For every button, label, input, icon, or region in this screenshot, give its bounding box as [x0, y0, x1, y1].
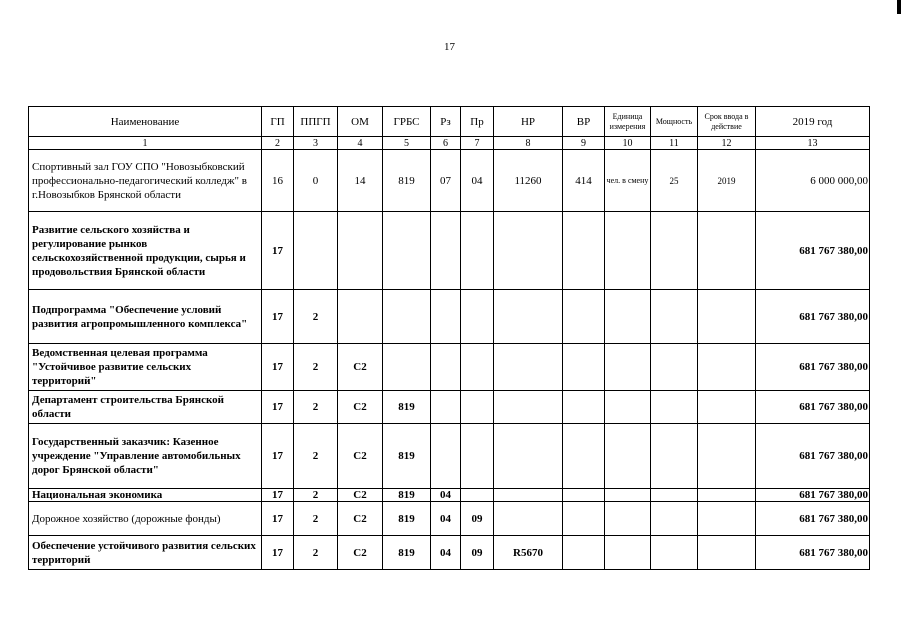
cell-capacity	[651, 344, 698, 391]
cell-pr: 09	[461, 536, 494, 570]
col-number: 9	[563, 137, 605, 150]
row-name: Национальная экономика	[29, 489, 262, 502]
cell-unit	[605, 489, 651, 502]
cell-grbs: 819	[383, 489, 431, 502]
table-row	[29, 502, 870, 536]
cell-np	[494, 391, 563, 424]
cell-amount: 681 767 380,00	[756, 391, 870, 424]
cell-term: 2019	[698, 150, 756, 212]
col-number: 11	[651, 137, 698, 150]
col-number: 4	[338, 137, 383, 150]
cell-gp: 17	[262, 536, 294, 570]
row-name: Подпрограмма "Обеспечение условий развития агропромышленного комплекса"	[29, 290, 262, 344]
col-number: 6	[431, 137, 461, 150]
cell-gp: 16	[262, 150, 294, 212]
col-number: 5	[383, 137, 431, 150]
cell-ppgp: 2	[294, 391, 338, 424]
row-name: Департамент строительства Брянской области	[29, 391, 262, 424]
cell-pr	[461, 424, 494, 489]
col-header-rz: Рз	[431, 107, 461, 137]
cell-gp: 17	[262, 344, 294, 391]
cell-term	[698, 489, 756, 502]
cell-amount: 681 767 380,00	[756, 536, 870, 570]
cell-amount: 681 767 380,00	[756, 290, 870, 344]
cell-capacity	[651, 290, 698, 344]
table-row	[29, 344, 870, 391]
cell-rz	[431, 424, 461, 489]
cell-amount: 681 767 380,00	[756, 424, 870, 489]
cell-unit	[605, 344, 651, 391]
budget-table	[28, 106, 870, 570]
cell-gp: 17	[262, 424, 294, 489]
cell-om: С2	[338, 489, 383, 502]
cell-grbs	[383, 344, 431, 391]
cell-term	[698, 391, 756, 424]
cell-ppgp: 2	[294, 489, 338, 502]
cell-capacity	[651, 502, 698, 536]
row-name: Развитие сельского хозяйства и регулирование рынков сельскохозяйственной продукции, сырья и продовольствия Брянской области	[29, 212, 262, 290]
cell-rz: 07	[431, 150, 461, 212]
table-row	[29, 424, 870, 489]
col-number: 8	[494, 137, 563, 150]
table-row	[29, 536, 870, 570]
cell-pr	[461, 290, 494, 344]
cell-rz: 04	[431, 489, 461, 502]
cell-rz	[431, 290, 461, 344]
header-row	[29, 107, 870, 137]
col-number: 1	[29, 137, 262, 150]
cell-vr	[563, 536, 605, 570]
cell-rz	[431, 391, 461, 424]
cell-term	[698, 536, 756, 570]
cell-term	[698, 424, 756, 489]
table-row	[29, 391, 870, 424]
table-row	[29, 212, 870, 290]
cell-grbs: 819	[383, 536, 431, 570]
cell-vr	[563, 489, 605, 502]
cell-ppgp: 2	[294, 344, 338, 391]
cell-amount: 681 767 380,00	[756, 489, 870, 502]
cell-np	[494, 290, 563, 344]
cell-unit	[605, 536, 651, 570]
col-header-unit: Единица измерения	[605, 107, 651, 137]
col-number: 3	[294, 137, 338, 150]
cell-unit	[605, 290, 651, 344]
col-number: 7	[461, 137, 494, 150]
cell-om: С2	[338, 536, 383, 570]
cell-om: 14	[338, 150, 383, 212]
cell-np	[494, 344, 563, 391]
table-row	[29, 150, 870, 212]
table-row	[29, 290, 870, 344]
row-name: Дорожное хозяйство (дорожные фонды)	[29, 502, 262, 536]
cell-grbs: 819	[383, 502, 431, 536]
edge-mark	[897, 0, 901, 14]
cell-rz	[431, 212, 461, 290]
cell-pr	[461, 391, 494, 424]
cell-om: С2	[338, 502, 383, 536]
cell-vr: 414	[563, 150, 605, 212]
cell-pr: 04	[461, 150, 494, 212]
row-name: Государственный заказчик: Казенное учреждение "Управление автомобильных дорог Брянской области"	[29, 424, 262, 489]
cell-amount: 681 767 380,00	[756, 344, 870, 391]
cell-np: 11260	[494, 150, 563, 212]
cell-om: С2	[338, 391, 383, 424]
col-header-np: НР	[494, 107, 563, 137]
col-header-pr: Пр	[461, 107, 494, 137]
col-header-gp: ГП	[262, 107, 294, 137]
cell-term	[698, 344, 756, 391]
cell-gp: 17	[262, 502, 294, 536]
cell-capacity	[651, 212, 698, 290]
cell-gp: 17	[262, 290, 294, 344]
col-number: 10	[605, 137, 651, 150]
cell-capacity: 25	[651, 150, 698, 212]
cell-om	[338, 290, 383, 344]
cell-om: С2	[338, 344, 383, 391]
row-name: Обеспечение устойчивого развития сельских территорий	[29, 536, 262, 570]
col-number: 2	[262, 137, 294, 150]
column-number-row	[29, 137, 870, 150]
cell-term	[698, 212, 756, 290]
cell-ppgp	[294, 212, 338, 290]
cell-capacity	[651, 424, 698, 489]
cell-amount: 681 767 380,00	[756, 212, 870, 290]
cell-ppgp: 2	[294, 502, 338, 536]
col-header-name: Наименование	[29, 107, 262, 137]
cell-vr	[563, 391, 605, 424]
row-name: Ведомственная целевая программа "Устойчивое развитие сельских территорий"	[29, 344, 262, 391]
cell-ppgp: 2	[294, 424, 338, 489]
cell-om: С2	[338, 424, 383, 489]
cell-rz: 04	[431, 536, 461, 570]
cell-unit	[605, 424, 651, 489]
col-header-capacity: Мощность	[651, 107, 698, 137]
cell-vr	[563, 344, 605, 391]
cell-ppgp: 2	[294, 536, 338, 570]
cell-np	[494, 489, 563, 502]
cell-pr	[461, 212, 494, 290]
cell-vr	[563, 212, 605, 290]
col-header-grbs: ГРБС	[383, 107, 431, 137]
cell-rz	[431, 344, 461, 391]
cell-gp: 17	[262, 212, 294, 290]
cell-pr	[461, 344, 494, 391]
cell-unit: чел. в смену	[605, 150, 651, 212]
page-number: 17	[444, 41, 455, 53]
table-row	[29, 489, 870, 502]
cell-np	[494, 502, 563, 536]
cell-ppgp: 2	[294, 290, 338, 344]
cell-np: R5670	[494, 536, 563, 570]
col-header-om: ОМ	[338, 107, 383, 137]
cell-np	[494, 424, 563, 489]
cell-vr	[563, 290, 605, 344]
cell-rz: 04	[431, 502, 461, 536]
cell-vr	[563, 424, 605, 489]
cell-capacity	[651, 391, 698, 424]
col-header-term: Срок ввода в действие	[698, 107, 756, 137]
cell-pr	[461, 489, 494, 502]
cell-grbs	[383, 212, 431, 290]
cell-amount: 681 767 380,00	[756, 502, 870, 536]
cell-capacity	[651, 489, 698, 502]
col-header-vr: ВР	[563, 107, 605, 137]
cell-grbs: 819	[383, 391, 431, 424]
cell-gp: 17	[262, 391, 294, 424]
cell-gp: 17	[262, 489, 294, 502]
cell-pr: 09	[461, 502, 494, 536]
cell-term	[698, 290, 756, 344]
cell-np	[494, 212, 563, 290]
col-header-ppgp: ППГП	[294, 107, 338, 137]
cell-grbs	[383, 290, 431, 344]
cell-ppgp: 0	[294, 150, 338, 212]
cell-capacity	[651, 536, 698, 570]
cell-grbs: 819	[383, 150, 431, 212]
cell-unit	[605, 391, 651, 424]
cell-unit	[605, 502, 651, 536]
cell-term	[698, 502, 756, 536]
cell-amount: 6 000 000,00	[756, 150, 870, 212]
col-header-year: 2019 год	[756, 107, 870, 137]
cell-om	[338, 212, 383, 290]
cell-unit	[605, 212, 651, 290]
cell-grbs: 819	[383, 424, 431, 489]
col-number: 13	[756, 137, 870, 150]
row-name: Спортивный зал ГОУ СПО "Новозыбковский профессионально-педагогический колледж" в г.Новозыбков Брянской области	[29, 150, 262, 212]
cell-vr	[563, 502, 605, 536]
col-number: 12	[698, 137, 756, 150]
